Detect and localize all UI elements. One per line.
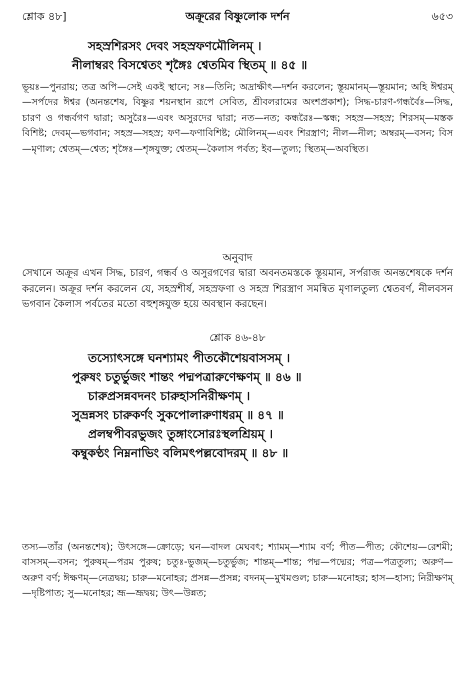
- translation-45: সেখানে অক্রূর এখন সিদ্ধ, চারণ, গন্ধর্ব ও অসুরগণের দ্বারা অবনতমস্তকে স্তূয়মান, সর্পরাজ অনন্তশেষকে দর্শন করলেন। অক্রূর দর্শন করলেন যে, সহস্রশীর্ষ, সহস্রফণা ও সহস্র শিরস্ত্রাণ সমন্বিত মৃণালতুল্য শ্বেতবর্ণ, নীলবসন ভগবান কৈলাস পর্বতের মতো বহুশৃঙ্গযুক্ত হয়ে অবস্থান করছেন।: [22, 268, 453, 310]
- translation-heading: অনুবাদ: [222, 252, 253, 264]
- verse-line: সুভ্রন্নসং চারুকর্ণং সুকপোলারুণাধরম্ ॥ ৪৭ ॥: [72, 408, 284, 422]
- header-page-number: ৬৫৩: [431, 10, 453, 23]
- verse-line: তস্যোৎসঙ্গে ঘনশ্যামং পীতকৌশেয়বাসসম্ ।: [88, 351, 291, 365]
- sloka-heading: শ্লোক ৪৬-৪৮: [209, 332, 266, 344]
- verse-line: কম্বুকণ্ঠং নিম্ননাভিং বলিমৎপল্লবোদরম্ ॥ ৪৮ ॥: [72, 446, 289, 460]
- word-for-word-46-48: তস্য—তাঁর (অনন্তশেষ); উৎসঙ্গে—ক্রোড়ে; ঘন—বাদল মেঘবৎ; শ্যামম্—শ্যাম বর্ণ; পীত—পীত; কৌশেয়—রেশমী; বাসসম্—বসন; পুরুষম্—পরম পুরুষ; চতুঃ-ভুজম্—চতুর্ভুজ; শান্তম্—শান্ত; পদ্ম—পদ্মের; পত্র—পত্রতুল্য; অরুণ—অরুণ বর্ণ; ঈক্ষণম্—নেত্রদ্বয়; চারু—মনোহর; প্রসন্ন—প্রসন্ন; বদনম্—মুখমণ্ডল; চারু—মনোহর; হাস—হাস্য; নিরীক্ষণম্—দৃষ্টিপাত; সু—মনোহর; ভ্রূ—ভ্রূদ্বয়; উৎ—উন্নত;: [22, 542, 453, 600]
- verse-line: পুরুষং চতুর্ভুজং শান্তং পদ্মপত্রারুণেক্ষণম্ ॥ ৪৬ ॥: [72, 370, 302, 384]
- header-verse-ref: শ্লোক ৪৮]: [22, 10, 67, 23]
- verse-line: চারুপ্রসন্নবদনং চারুহাসনিরীক্ষণম্ ।: [88, 389, 250, 403]
- header-chapter-title: অক্রূরের বিষ্ণুলোক দর্শন: [185, 10, 290, 23]
- verse-45: [22, 37, 453, 75]
- verses-46-48: [22, 349, 453, 463]
- word-for-word-45: ভূয়ঃ—পুনরায়; তত্র অপি—সেই একই স্থানে; সঃ—তিনি; অদ্রাক্ষীৎ—দর্শন করলেন; স্তূয়মানম্—স্তূয়মান; অহি ঈশ্বরম্—সর্পদের ঈশ্বর (অনন্তশেষ, বিষ্ণুর শয়নস্থান রূপে সেবিত, শ্রীবলরামের অংশপ্রকাশ); সিদ্ধ-চারণ-গন্ধর্বৈঃ—সিদ্ধ, চারণ ও গন্ধর্বগণ দ্বারা; অসুরৈঃ—এবং অসুরদের দ্বারা; নত—নত; কন্ধরৈঃ—স্কন্ধ; সহস্র—সহস্র; শিরসম্—মস্তক বিশিষ্ট; দেবম্—ভগবান; সহস্র—সহস্র; ফণ—ফণাবিশিষ্ট; মৌলিনম্—এবং শিরস্ত্রাণ; নীল—নীল; অম্বরম্—বসন; বিস—মৃণাল; শ্বেতম্—শ্বেত; শৃঙ্গৈঃ—শৃঙ্গযুক্ত; শ্বেতম্—কৈলাস পর্বত; ইব—তুল্য; স্থিতম্—অবস্থিত।: [22, 82, 453, 155]
- verse-line: প্রলম্বপীবরভুজং তুঙ্গাংসোরঃস্থলশ্রিয়ম্ ।: [88, 427, 273, 441]
- verse-line: নীলাম্বরং বিসশ্বেতং শৃঙ্গৈঃ শ্বেতমিব স্থিতম্ ॥ ৪৫ ॥: [72, 58, 308, 72]
- verse-line: সহস্রশিরসং দেবং সহস্রফণমৌলিনম্ ।: [88, 39, 262, 53]
- page-header: [22, 6, 453, 28]
